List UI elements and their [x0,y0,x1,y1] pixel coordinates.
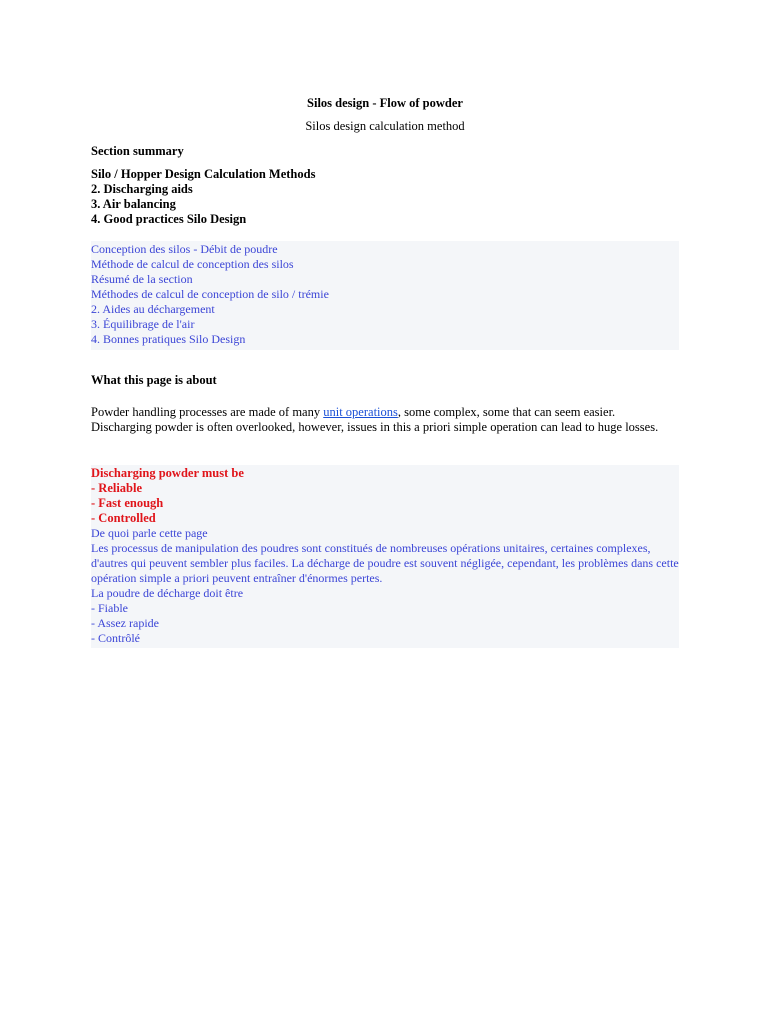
translation-line: 3. Équilibrage de l'air [91,317,195,331]
translation-block-summary [91,241,679,350]
translation-paragraph: Les processus de manipulation des poudres sont constitués de nombreuses opérations unitaires, certaines complexes, d'autres qui peuvent sembler plus faciles. La décharge de poudre est souvent négligée, cependant, les problèmes dans cette opération simple a priori peuvent entraîner d'énormes pertes. [91,541,679,585]
translation-line: Méthode de calcul de conception des silos [91,257,294,271]
toc-item: 4. Good practices Silo Design [91,212,247,226]
translation-line: - Assez rapide [91,616,159,630]
toc-item: 2. Discharging aids [91,182,193,196]
translation-line: 4. Bonnes pratiques Silo Design [91,332,246,346]
translation-line: Méthodes de calcul de conception de silo / trémie [91,287,329,301]
requirement-item: - Fast enough [91,496,164,510]
translation-line: - Contrôlé [91,631,140,645]
translation-line: - Fiable [91,601,128,615]
translation-line: La poudre de décharge doit être [91,586,244,600]
toc-item: 3. Air balancing [91,197,176,211]
translation-line: Résumé de la section [91,272,193,286]
section-summary-list [91,167,315,227]
about-heading: What this page is about [91,373,217,387]
requirements-heading: Discharging powder must be [91,466,244,480]
page-title: Silos design - Flow of powder [307,96,463,110]
section-summary-heading: Section summary [91,144,184,158]
requirement-item: - Reliable [91,481,143,495]
requirement-item: - Controlled [91,511,156,525]
translation-heading: De quoi parle cette page [91,526,208,540]
translation-line: Conception des silos - Débit de poudre [91,242,278,256]
toc-item: Silo / Hopper Design Calculation Methods [91,167,316,181]
intro-text-end: , some complex, some that can seem easier. Discharging powder is often overlooked, however, issues in this a priori simple operation can lead to huge losses. [91,405,659,434]
intro-text-start: Powder handling processes are made of many [91,405,324,419]
page-subtitle: Silos design calculation method [305,119,465,133]
intro-paragraph [91,405,679,435]
unit-operations-link[interactable]: unit operations [323,405,398,419]
translation-line: 2. Aides au déchargement [91,302,215,316]
translation-block-requirements [91,465,679,648]
